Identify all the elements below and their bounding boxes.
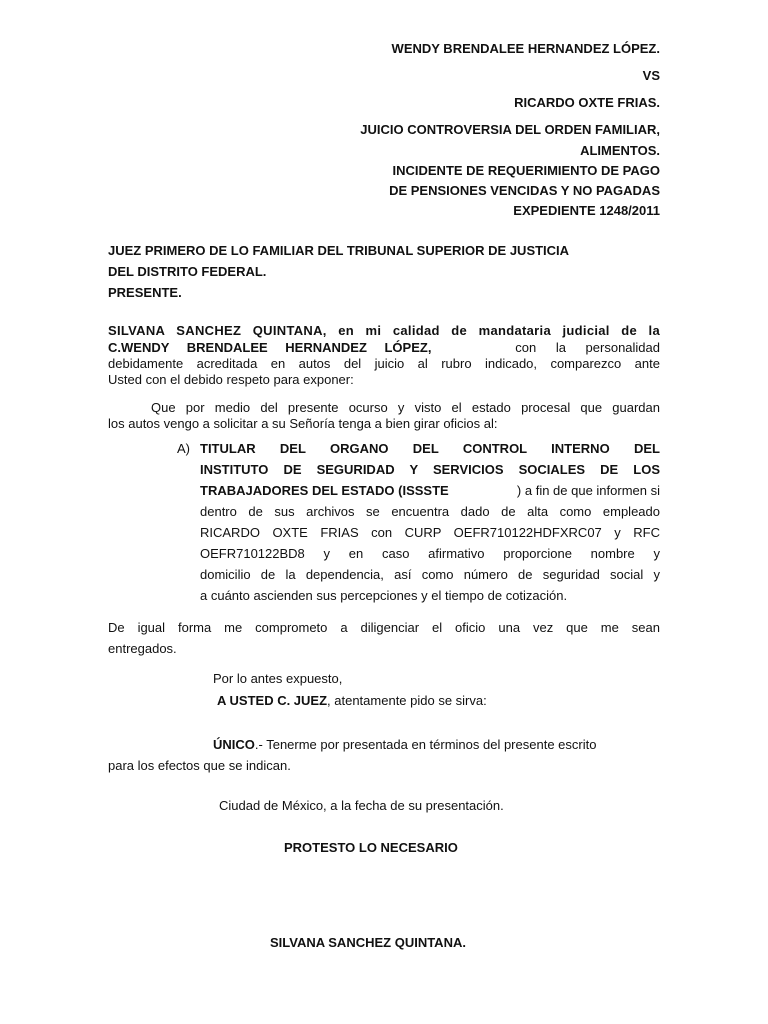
commitment-line1: De igual forma me comprometo a diligenciar el oficio una vez que me sean: [108, 620, 660, 635]
versus-label: VS: [642, 68, 660, 83]
intro-line2: [108, 340, 660, 356]
juez-rest: , atentamente pido se sirva:: [327, 693, 487, 708]
addressee-line2: DEL DISTRITO FEDERAL.: [108, 264, 267, 279]
item-a-line4: dentro de sus archivos se encuentra dado de alta como empleado: [200, 504, 660, 519]
item-a-line3: [200, 483, 660, 499]
closing-date: Ciudad de México, a la fecha de su presentación.: [219, 798, 504, 813]
incident-title-line1: INCIDENTE DE REQUERIMIENTO DE PAGO: [392, 163, 660, 178]
intro-line4: Usted con el debido respeto para exponer:: [108, 372, 354, 387]
client-name: C.WENDY BRENDALEE HERNANDEZ LÓPEZ,: [108, 340, 432, 355]
trial-type: JUICIO CONTROVERSIA DEL ORDEN FAMILIAR,: [360, 122, 660, 137]
item-a-line7: domicilio de la dependencia, así como número de seguridad social y: [200, 567, 660, 582]
closing-expuesto: Por lo antes expuesto,: [213, 671, 343, 686]
item-a-line5: RICARDO OXTE FRIAS con CURP OEFR710122HDFXRC07 y RFC: [200, 525, 660, 540]
closing-juez-line: [217, 693, 487, 709]
unico-line2: para los efectos que se indican.: [108, 758, 291, 773]
unico-rest: .- Tenerme por presentada en términos del presente escrito: [254, 737, 597, 752]
addressee-line3: PRESENTE.: [108, 285, 182, 300]
issste-name: TRABAJADORES DEL ESTADO (ISSSTE: [200, 483, 449, 498]
plaintiff-name: WENDY BRENDALEE HERNANDEZ LÓPEZ.: [391, 41, 660, 56]
petition-line2: los autos vengo a solicitar a su Señoría tenga a bien girar oficios al:: [108, 416, 498, 431]
defendant-name: RICARDO OXTE FRIAS.: [514, 95, 660, 110]
protesto-label: PROTESTO LO NECESARIO: [284, 840, 458, 855]
item-a-line8: a cuánto ascienden sus percepciones y el tiempo de cotización.: [200, 588, 568, 603]
intro-line3: debidamente acreditada en autos del juicio al rubro indicado, comparezco ante: [108, 356, 660, 371]
unico-label: ÚNICO: [213, 737, 255, 752]
juez-label: A USTED C. JUEZ: [217, 693, 328, 708]
item-a-line3-rest: ) a fin de que informen si: [516, 483, 660, 498]
commitment-line2: entregados.: [108, 641, 177, 656]
addressee-line1: JUEZ PRIMERO DE LO FAMILIAR DEL TRIBUNAL SUPERIOR DE JUSTICIA: [108, 243, 570, 258]
intro-line1: SILVANA SANCHEZ QUINTANA, en mi calidad de mandataria judicial de la: [108, 323, 660, 338]
unico-line1: [213, 737, 660, 753]
file-number: EXPEDIENTE 1248/2011: [513, 203, 660, 218]
item-a-line2: INSTITUTO DE SEGURIDAD Y SERVICIOS SOCIALES DE LOS: [200, 462, 660, 477]
trial-subject: ALIMENTOS.: [580, 143, 660, 158]
incident-title-line2: DE PENSIONES VENCIDAS Y NO PAGADAS: [389, 183, 660, 198]
item-a-line1: TITULAR DEL ORGANO DEL CONTROL INTERNO DEL: [200, 441, 660, 456]
petition-line1: Que por medio del presente ocurso y visto el estado procesal que guardan: [151, 400, 660, 415]
intro-line2-rest: con la personalidad: [515, 340, 660, 355]
item-a-line6: OEFR710122BD8 y en caso afirmativo proporcione nombre y: [200, 546, 660, 561]
signature-name: SILVANA SANCHEZ QUINTANA.: [270, 935, 466, 950]
item-a-marker: A): [177, 441, 190, 456]
